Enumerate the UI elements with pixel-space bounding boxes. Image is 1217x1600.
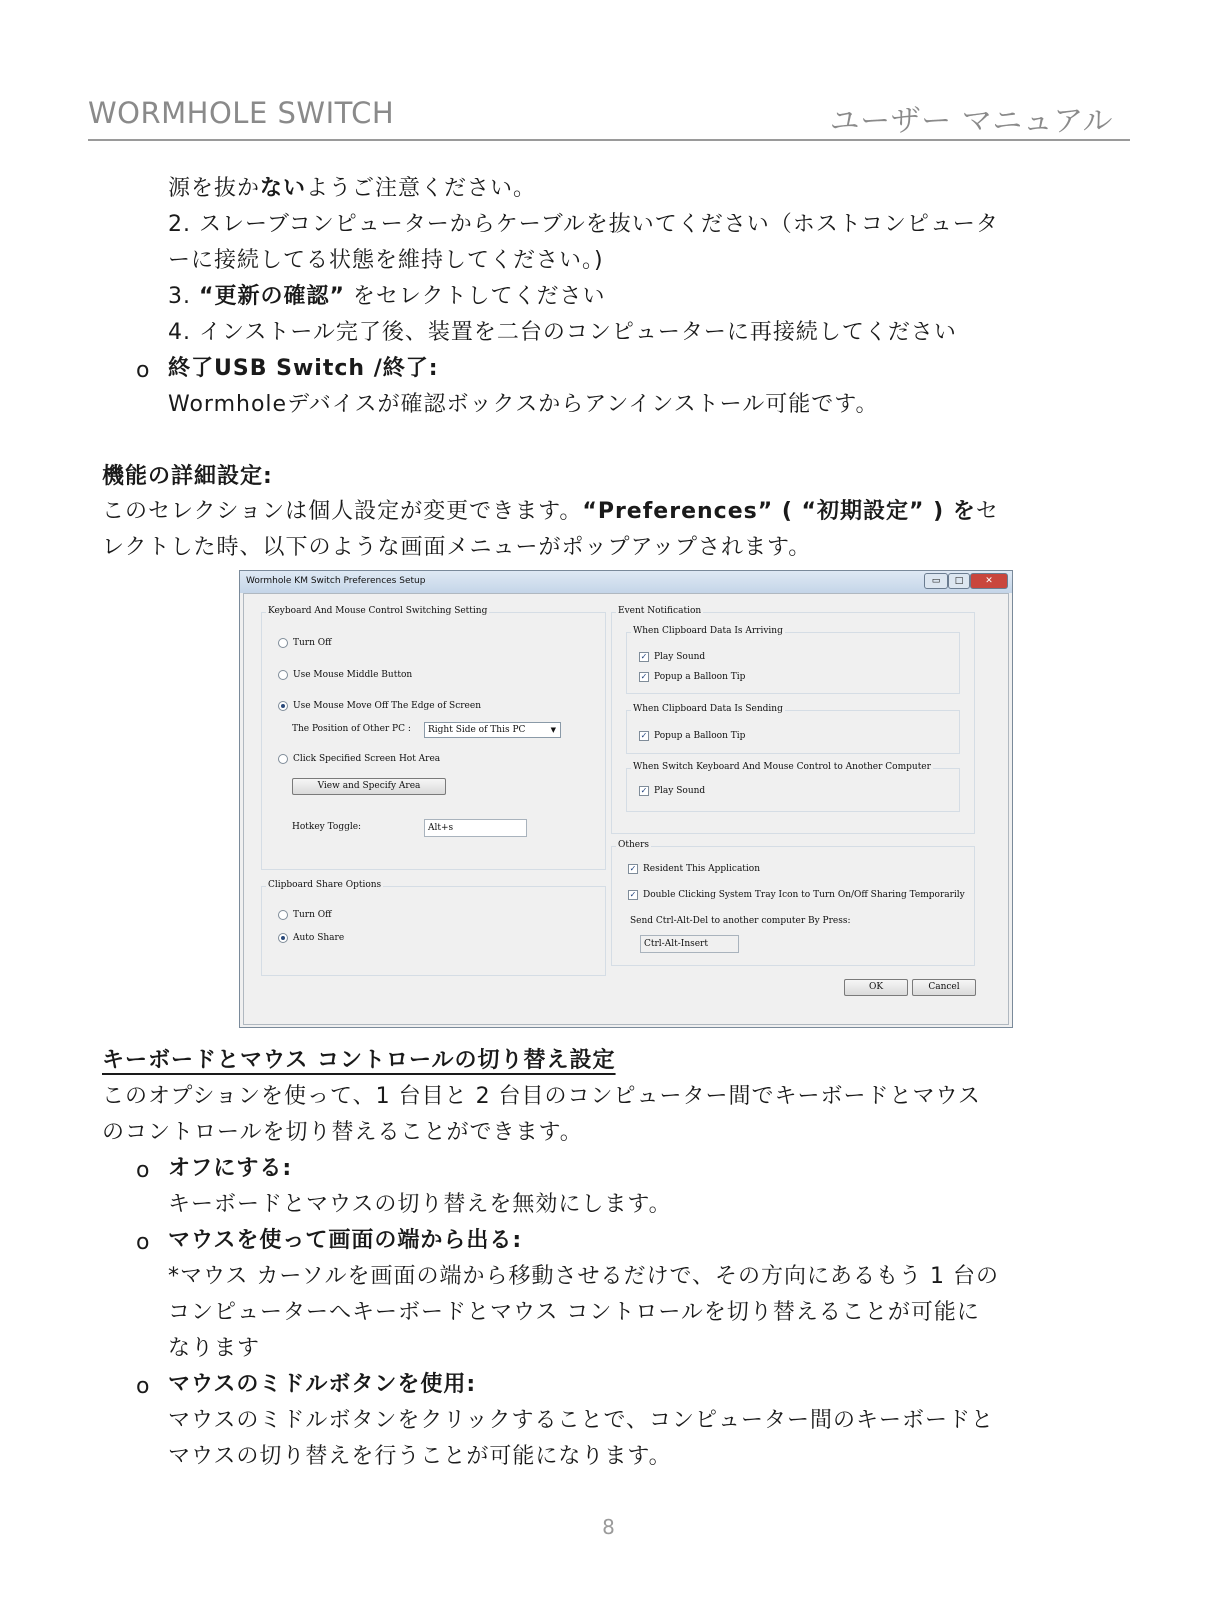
item3-line-2: マウスの切り替えを行うことが可能になります。 [168,1444,672,1469]
item1-title: オフにする: [168,1156,293,1181]
intro-l4a: 3. [168,284,199,309]
check-popup-balloon-label: Popup a Balloon Tip [654,672,746,682]
position-label: The Position of Other PC : [292,724,411,734]
bullet-marker: o [136,1374,150,1399]
checkbox-checked-icon[interactable]: ✓ [629,864,637,873]
checkbox-checked-icon[interactable]: ✓ [629,890,637,899]
check-double-click[interactable] [628,890,965,900]
radio-middle-label: Use Mouse Middle Button [293,670,413,680]
radio-move-off-edge[interactable] [278,701,481,711]
s1-p1b: “Preferences” ( “初期設定” ) を [582,499,976,524]
event-group-caption: Event Notification [618,606,702,616]
bullet-marker: o [136,358,150,383]
sending-caption: When Clipboard Data Is Sending [633,704,783,714]
intro-line-4 [168,282,605,312]
radio-move-off-label: Use Mouse Move Off The Edge of Screen [293,701,481,711]
others-group-caption: Others [618,840,650,850]
check-play-sound-2[interactable] [639,786,705,796]
section1-heading: 機能の詳細設定: [102,464,273,489]
radio-turn-off[interactable] [278,638,332,648]
checkbox-checked-icon[interactable]: ✓ [640,786,648,795]
bullet-marker: o [136,1158,150,1183]
cancel-button[interactable]: Cancel [912,979,976,996]
check-resident-label: Resident This Application [643,864,761,874]
check-popup-balloon-2[interactable] [639,731,745,741]
section2-heading: キーボードとマウス コントロールの切り替え設定 [102,1048,616,1073]
item2-line-1: *マウス カーソルを画面の端から移動させるだけで、その方向にあるもう 1 台の [168,1264,999,1289]
radio-clip-turn-off[interactable] [278,910,332,920]
maximize-icon[interactable]: □ [948,573,970,589]
send-cad-label: Send Ctrl-Alt-Del to another computer By Press: [630,916,851,926]
switch-kb-caption: When Switch Keyboard And Mouse Control to Another Computer [633,762,931,772]
intro-l4c: をセレクトしてください [344,284,606,309]
check-popup-balloon[interactable] [639,672,745,682]
check-popup-balloon-2-label: Popup a Balloon Tip [654,731,746,741]
close-icon[interactable]: ✕ [970,573,1008,589]
intro-line-7: Wormholeデバイスが確認ボックスからアンインストール可能です。 [168,392,879,417]
radio-middle-button[interactable] [278,670,412,680]
item3-line-1: マウスのミドルボタンをクリックすることで、コンピューター間のキーボードと [168,1408,995,1433]
clipboard-group [261,880,606,976]
checkbox-checked-icon[interactable]: ✓ [640,731,648,740]
section1-para-1 [102,497,999,527]
arriving-group [626,626,960,694]
header-right: ユーザー マニュアル [829,104,1113,139]
item2-line-3: なります [168,1336,261,1361]
keyboard-group-caption: Keyboard And Mouse Control Switching Setting [268,606,488,616]
radio-selected-icon[interactable] [278,933,288,943]
dialog-body [243,593,1009,1025]
hotkey-label: Hotkey Toggle: [292,822,362,832]
intro-line-1 [168,174,536,204]
radio-clip-auto[interactable] [278,933,344,943]
intro-l1c: ようご注意ください。 [306,176,537,201]
radio-hot-area[interactable] [278,754,440,764]
clipboard-group-caption: Clipboard Share Options [268,880,382,890]
radio-icon[interactable] [278,670,288,680]
page-number: 8 [602,1515,615,1539]
header-left: WORMHOLE SWITCH [88,96,395,130]
radio-hot-area-label: Click Specified Screen Hot Area [293,754,441,764]
s1-p1a: このセレクションは個人設定が変更できます。 [102,499,583,524]
intro-line-6: 終了USB Switch /終了: [168,356,439,381]
item3-title: マウスのミドルボタンを使用: [168,1372,477,1397]
intro-l4b: “更新の確認” [198,284,345,309]
check-play-sound[interactable] [639,652,705,662]
radio-icon[interactable] [278,910,288,920]
check-play-sound-2-label: Play Sound [654,786,706,796]
check-play-sound-label: Play Sound [654,652,706,662]
check-resident[interactable] [628,864,760,874]
check-double-click-label: Double Clicking System Tray Icon to Turn On/Off Sharing Temporarily [643,890,965,900]
radio-turn-off-label: Turn Off [293,638,332,648]
intro-line-5: 4. インストール完了後、装置を二台のコンピューターに再接続してください [168,320,957,345]
section2-para-2: のコントロールを切り替えることができます。 [102,1120,583,1145]
dialog-title: Wormhole KM Switch Preferences Setup [246,576,426,586]
intro-l1b: ない [260,176,307,201]
view-specify-button[interactable]: View and Specify Area [292,778,446,795]
cad-field[interactable]: Ctrl-Alt-Insert [640,935,739,953]
checkbox-checked-icon[interactable]: ✓ [640,672,648,681]
position-select-value: Right Side of This PC [428,725,526,735]
bullet-marker: o [136,1230,150,1255]
ok-button[interactable]: OK [844,979,908,996]
radio-icon[interactable] [278,754,288,764]
dialog-titlebar [240,571,1012,593]
radio-clip-turn-off-label: Turn Off [293,910,332,920]
section1-para-2: レクトした時、以下のような画面メニューがポップアップされます。 [102,535,812,560]
minimize-icon[interactable]: ▭ [924,573,948,589]
checkbox-checked-icon[interactable]: ✓ [640,652,648,661]
intro-line-2: 2. スレーブコンピューターからケーブルを抜いてください（ホストコンピュータ [168,212,999,237]
position-select[interactable] [424,722,561,738]
s1-p1c: セ [975,499,999,524]
item1-text: キーボードとマウスの切り替えを無効にします。 [168,1192,672,1217]
intro-line-3: ーに接続してる状態を維持してください。) [168,248,604,273]
preferences-dialog [239,570,1013,1028]
chevron-down-icon: ▼ [550,726,556,734]
hotkey-field[interactable]: Alt+s [424,819,527,837]
header-rule [88,139,1130,141]
radio-icon[interactable] [278,638,288,648]
section2-para-1: このオプションを使って、1 台目と 2 台目のコンピューター間でキーボードとマウス [102,1084,981,1109]
item2-line-2: コンピューターへキーボードとマウス コントロールを切り替えることが可能に [168,1300,980,1325]
radio-selected-icon[interactable] [278,701,288,711]
arriving-caption: When Clipboard Data Is Arriving [633,626,783,636]
item2-title: マウスを使って画面の端から出る: [168,1228,523,1253]
radio-clip-auto-label: Auto Share [293,933,345,943]
intro-l1a: 源を抜か [168,176,261,201]
